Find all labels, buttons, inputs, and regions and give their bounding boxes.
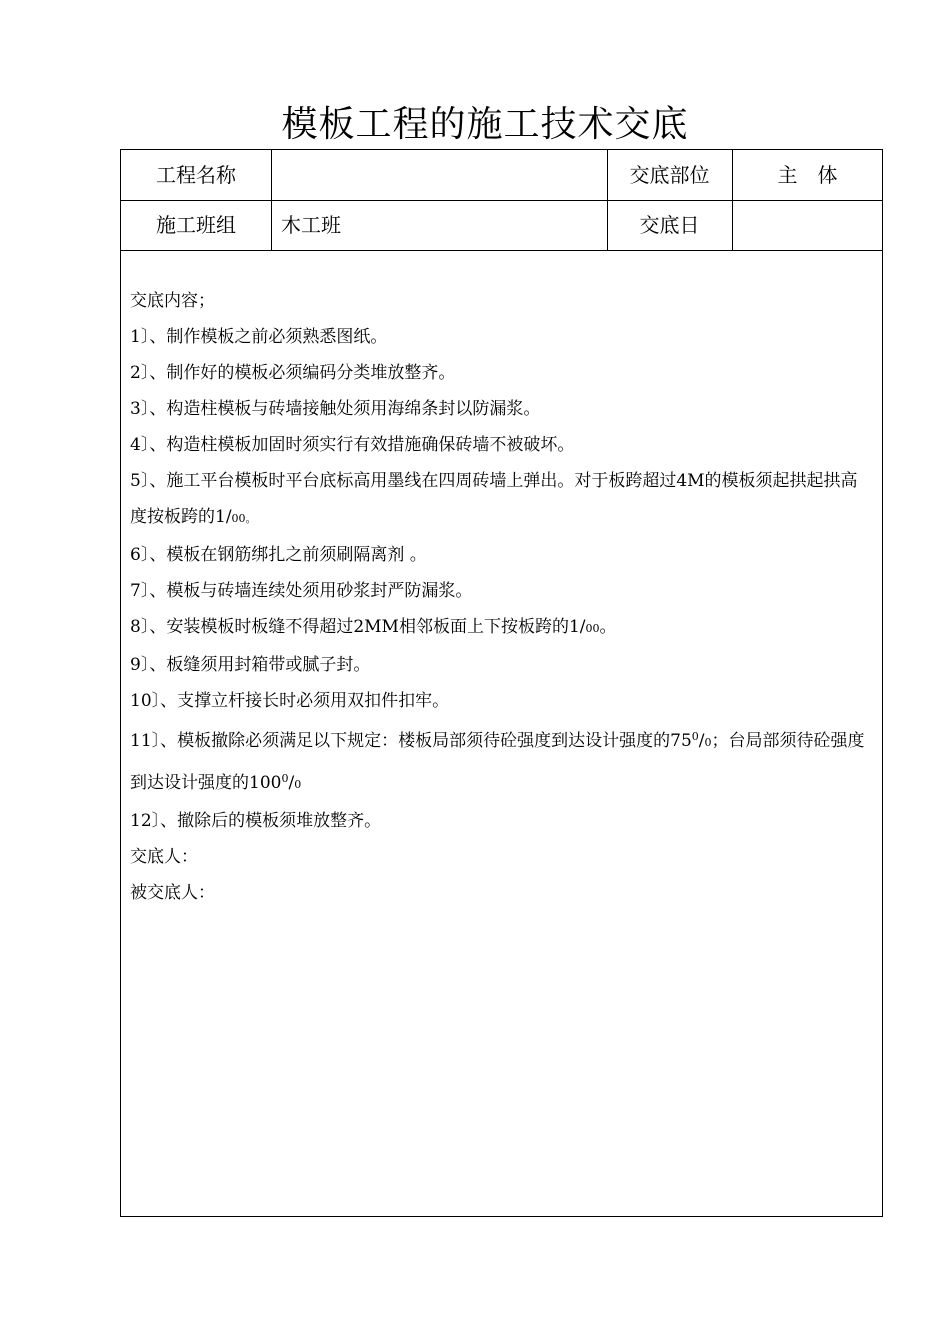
project-name-value [281, 150, 601, 200]
issuer-label: 交底人： [130, 847, 198, 867]
column-divider [271, 150, 272, 250]
list-item-text: 5〕、施工平台模板时平台底标高用墨线在四周砖墙上弹出。对于板跨超过4M的模板须起拱起拱高度按板跨的1/ [130, 471, 858, 527]
location-value: 主 体 [777, 163, 838, 187]
percent-slash: / [288, 773, 295, 793]
content-heading: 交底内容； [130, 291, 215, 311]
percent-slash: / [698, 731, 705, 751]
percent-sup: 0 [691, 730, 699, 743]
list-item-tail: 。 [599, 617, 617, 637]
list-item: 10〕、支撑立杆接长时必须用双扣件扣牢。 [130, 691, 450, 711]
list-item: 9〕、板缝须用封箱带或腻子封。 [130, 655, 371, 675]
disclosure-content [130, 283, 868, 911]
percent-sup: 0 [281, 772, 289, 785]
document-title: 模板工程的施工技术交底 [281, 104, 689, 145]
date-value [732, 200, 883, 250]
list-item [130, 463, 868, 537]
percent-sub: 0 [704, 736, 712, 749]
list-item: 12〕、撤除后的模板须堆放整齐。 [130, 811, 382, 831]
project-name-label: 工程名称 [156, 163, 236, 187]
location-label: 交底部位 [629, 163, 710, 187]
list-item: 1〕、制作模板之前必须熟悉图纸。 [130, 327, 388, 347]
list-item-text-cont: ；台局部须待砼强度到达设计强度的100 [130, 731, 865, 793]
receiver-label: 被交底人： [130, 883, 215, 903]
list-item: 4〕、构造柱模板加固时须实行有效措施确保砖墙不被破坏。 [130, 435, 575, 455]
percent-sub: 0 [294, 778, 302, 791]
list-item: 2〕、制作好的模板必须编码分类堆放整齐。 [130, 363, 456, 383]
list-item-text: 11〕、模板撤除必须满足以下规定：楼板局部须待砼强度到达设计强度的75 [130, 731, 692, 751]
list-item-subscript: 00。 [231, 512, 257, 525]
list-item-text: 8〕、安装模板时板缝不得超过2MM相邻板面上下按板跨的1/ [130, 617, 586, 637]
list-item: 6〕、模板在钢筋绑扎之前须刷隔离剂 。 [130, 545, 427, 565]
list-item: 7〕、模板与砖墙连续处须用砂浆封严防漏浆。 [130, 581, 473, 601]
list-item-subscript: 00 [585, 622, 600, 635]
list-item [130, 609, 868, 647]
list-item [130, 719, 868, 803]
row-divider [121, 250, 882, 251]
date-label: 交底日 [639, 213, 700, 237]
form-table [120, 149, 883, 1217]
team-value: 木工班 [281, 213, 341, 237]
team-label: 施工班组 [156, 213, 236, 237]
list-item: 3〕、构造柱模板与砖墙接触处须用海绵条封以防漏浆。 [130, 399, 541, 419]
